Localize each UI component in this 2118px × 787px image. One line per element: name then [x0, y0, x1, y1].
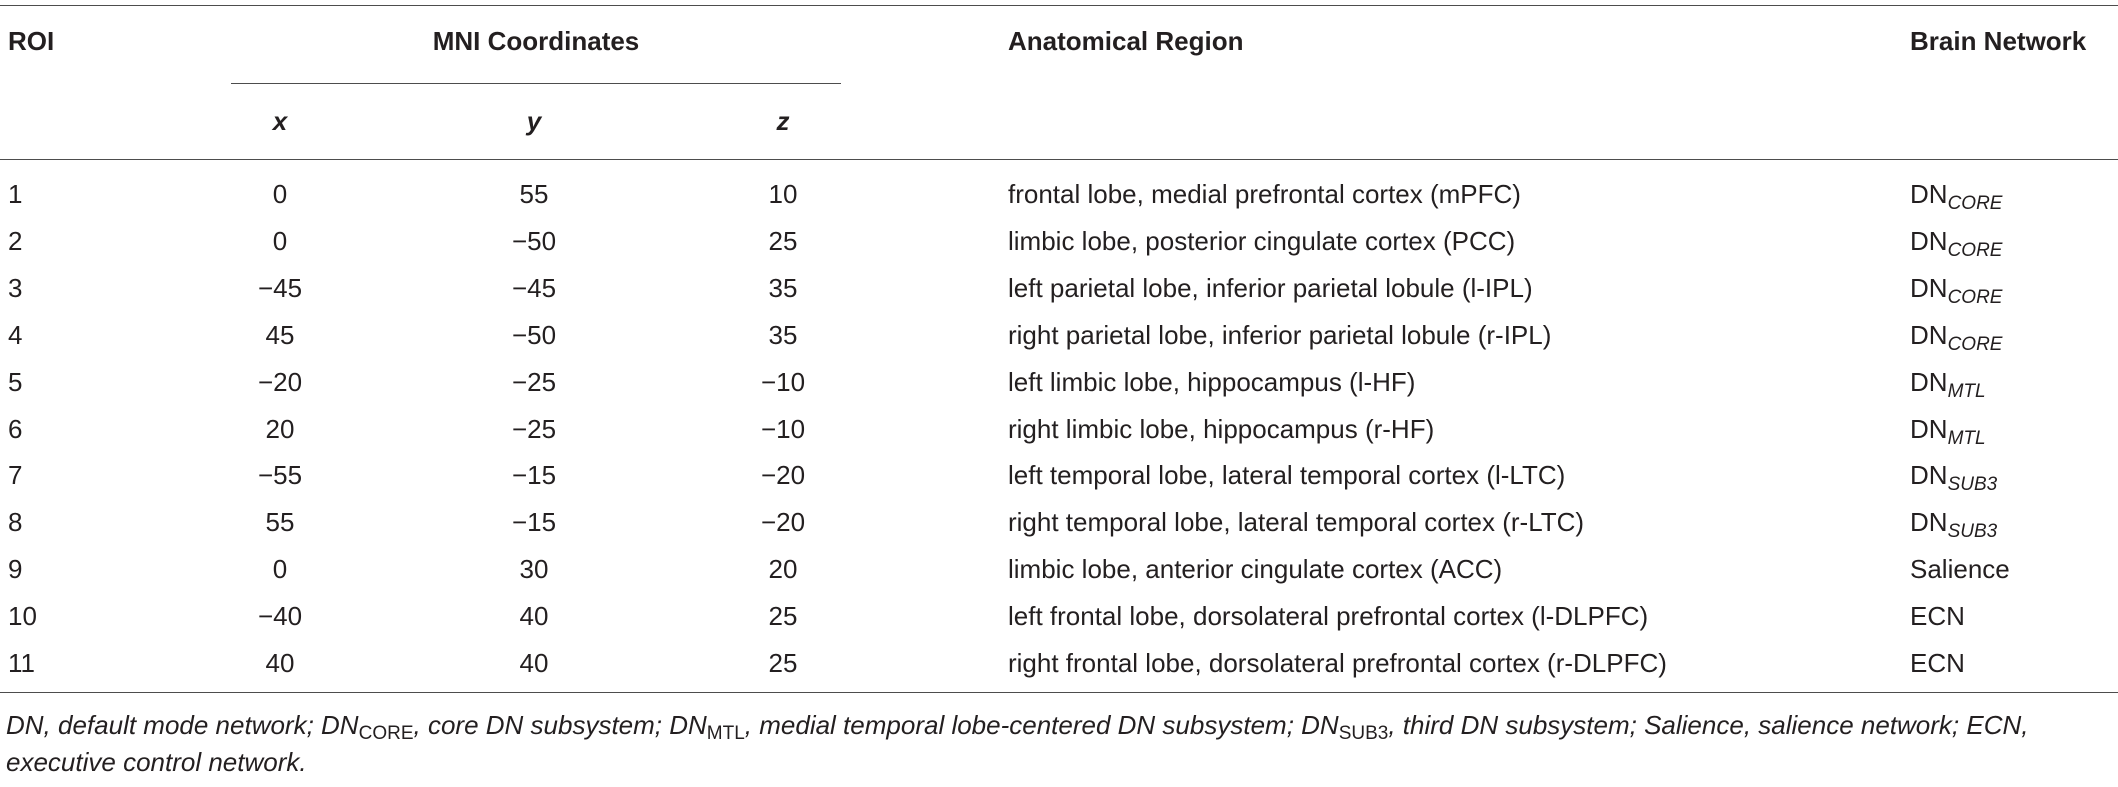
network-name: DN	[1910, 414, 1948, 444]
footnote-part-3: , medial temporal lobe-centered DN subsystem; DN	[744, 710, 1339, 740]
cell-region: limbic lobe, anterior cingulate cortex (ACC)	[1008, 554, 1503, 584]
network-name: ECN	[1910, 648, 1965, 678]
table-top-rule	[0, 5, 2118, 6]
cell-roi: 1	[8, 179, 23, 209]
cell-x: 20	[265, 414, 295, 444]
network-name: DN	[1910, 273, 1948, 303]
cell-region: left parietal lobe, inferior parietal lobule (l-IPL)	[1008, 273, 1533, 303]
network-name: Salience	[1910, 554, 2010, 584]
header-x: x	[272, 106, 288, 136]
cell-region: right frontal lobe, dorsolateral prefrontal cortex (r-DLPFC)	[1008, 648, 1667, 678]
cell-region: left limbic lobe, hippocampus (l-HF)	[1008, 367, 1416, 397]
network-subscript: MTL	[1947, 428, 1986, 449]
network-subscript: CORE	[1947, 193, 2003, 214]
cell-y: 30	[519, 554, 549, 584]
cell-region: right temporal lobe, lateral temporal cortex (r-LTC)	[1008, 507, 1585, 537]
header-y: y	[526, 106, 542, 136]
cell-network	[1910, 554, 2010, 584]
cell-network	[1910, 414, 1986, 449]
table-footnote	[6, 707, 2112, 781]
cell-network	[1910, 367, 1986, 402]
cell-roi: 6	[8, 414, 23, 444]
cell-network	[1910, 507, 1998, 542]
header-bottom-rule	[0, 159, 2118, 160]
cell-network	[1910, 601, 1965, 631]
network-subscript: CORE	[1947, 334, 2003, 355]
footnote-sub-sub3: SUB3	[1338, 723, 1389, 744]
cell-region: limbic lobe, posterior cingulate cortex (PCC)	[1008, 226, 1516, 256]
cell-x: −40	[257, 601, 303, 631]
network-subscript: CORE	[1947, 240, 2003, 261]
cell-x: 55	[265, 507, 295, 537]
footnote-sub-core: CORE	[358, 723, 414, 744]
cell-x: 0	[272, 226, 288, 256]
network-name: DN	[1910, 320, 1948, 350]
cell-region: left frontal lobe, dorsolateral prefrontal cortex (l-DLPFC)	[1008, 601, 1649, 631]
table-bottom-rule	[0, 692, 2118, 693]
footnote-sub-mtl: MTL	[706, 723, 745, 744]
cell-z: 35	[768, 320, 798, 350]
cell-network	[1910, 320, 2003, 355]
cell-region: frontal lobe, medial prefrontal cortex (mPFC)	[1008, 179, 1521, 209]
header-roi: ROI	[8, 26, 55, 56]
cell-network	[1910, 460, 1998, 495]
cell-y: −25	[511, 367, 557, 397]
cell-x: −55	[257, 460, 303, 490]
cell-x: −20	[257, 367, 303, 397]
cell-region: right limbic lobe, hippocampus (r-HF)	[1008, 414, 1435, 444]
cell-y: −50	[511, 226, 557, 256]
cell-region: right parietal lobe, inferior parietal lobule (r-IPL)	[1008, 320, 1552, 350]
cell-network	[1910, 273, 2003, 308]
cell-roi: 5	[8, 367, 23, 397]
cell-network	[1910, 648, 1965, 678]
cell-x: 0	[272, 179, 288, 209]
cell-y: 40	[519, 648, 549, 678]
cell-roi: 3	[8, 273, 23, 303]
cell-z: 10	[768, 179, 798, 209]
cell-z: 25	[768, 648, 798, 678]
network-name: DN	[1910, 367, 1948, 397]
network-subscript: SUB3	[1947, 521, 1998, 542]
header-brain-network: Brain Network	[1910, 26, 2087, 56]
network-name: DN	[1910, 226, 1948, 256]
cell-roi: 10	[8, 601, 37, 631]
cell-roi: 11	[8, 648, 35, 678]
cell-roi: 9	[8, 554, 23, 584]
cell-y: −25	[511, 414, 557, 444]
cell-z: −10	[760, 414, 806, 444]
cell-roi: 2	[8, 226, 23, 256]
cell-z: −10	[760, 367, 806, 397]
cell-region: left temporal lobe, lateral temporal cortex (l-LTC)	[1008, 460, 1566, 490]
network-name: DN	[1910, 460, 1948, 490]
cell-y: −45	[511, 273, 557, 303]
cell-network	[1910, 226, 2003, 261]
cell-roi: 7	[8, 460, 23, 490]
network-subscript: SUB3	[1947, 474, 1998, 495]
cell-z: −20	[760, 507, 806, 537]
network-name: DN	[1910, 179, 1948, 209]
cell-x: −45	[257, 273, 303, 303]
header-z: z	[776, 106, 790, 136]
cell-network	[1910, 179, 2003, 214]
cell-y: −50	[511, 320, 557, 350]
cell-z: −20	[760, 460, 806, 490]
cell-z: 35	[768, 273, 798, 303]
header-anatomical-region: Anatomical Region	[1008, 26, 1244, 56]
network-name: ECN	[1910, 601, 1965, 631]
cell-z: 25	[768, 226, 798, 256]
footnote-part-2: , core DN subsystem; DN	[413, 710, 707, 740]
mni-subheader-rule	[231, 83, 841, 84]
cell-y: −15	[511, 507, 557, 537]
cell-y: 55	[519, 179, 549, 209]
cell-x: 45	[265, 320, 295, 350]
cell-y: −15	[511, 460, 557, 490]
cell-roi: 4	[8, 320, 23, 350]
cell-x: 40	[265, 648, 295, 678]
network-name: DN	[1910, 507, 1948, 537]
cell-z: 20	[768, 554, 798, 584]
header-mni-coordinates: MNI Coordinates	[432, 26, 640, 56]
cell-z: 25	[768, 601, 798, 631]
cell-roi: 8	[8, 507, 23, 537]
network-subscript: MTL	[1947, 381, 1986, 402]
cell-x: 0	[272, 554, 288, 584]
network-subscript: CORE	[1947, 287, 2003, 308]
footnote-part-4: , third DN subsystem; Salience, salience network; ECN, executive control network.	[6, 710, 2029, 777]
footnote-part-1: DN, default mode network; DN	[6, 710, 359, 740]
cell-y: 40	[519, 601, 549, 631]
